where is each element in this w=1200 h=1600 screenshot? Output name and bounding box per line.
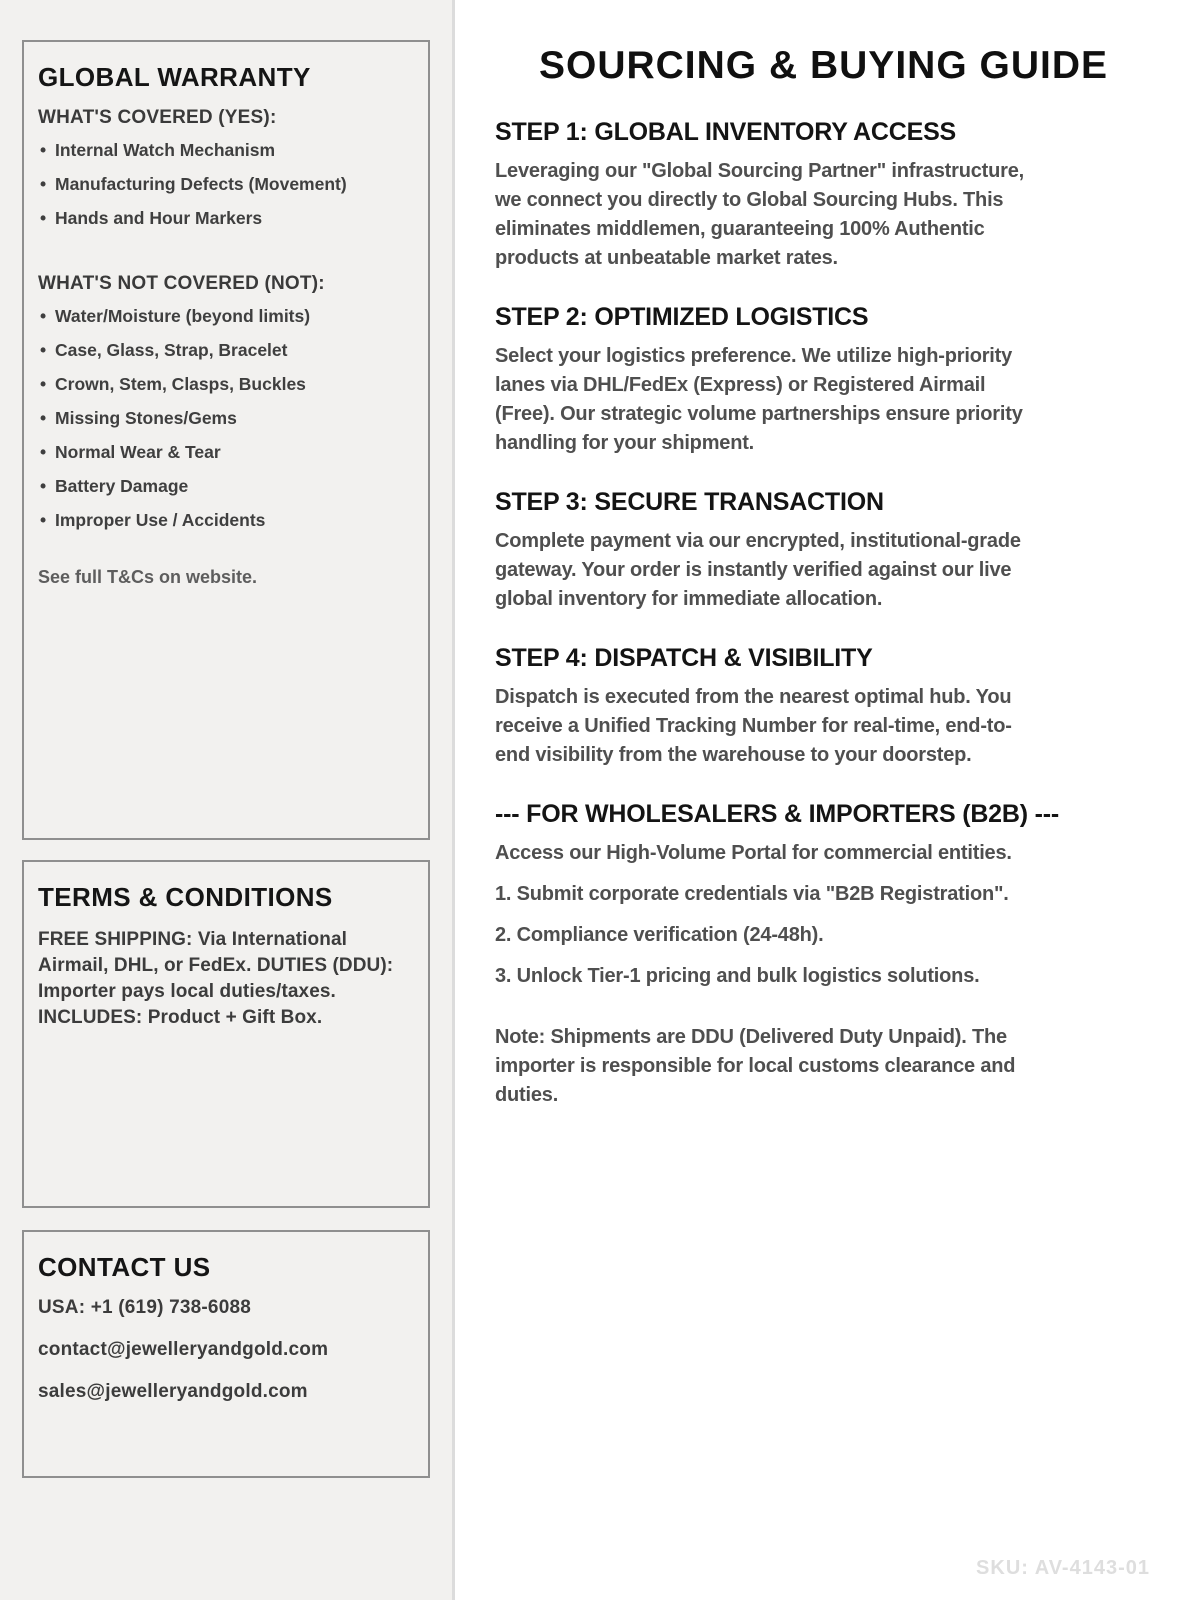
list-item: • Improper Use / Accidents — [38, 511, 414, 529]
list-item: • Hands and Hour Markers — [38, 209, 414, 227]
list-item: • Internal Watch Mechanism — [38, 141, 414, 159]
contact-panel — [22, 1230, 430, 1478]
step-2-body: Select your logistics preference. We utilize high-priority lanes via DHL/FedEx (Express) or Registered Airmail (Free). Our strategic volume partnerships ensure priority handling for your shipment. — [495, 345, 1023, 454]
step-4-heading: STEP 4: DISPATCH & VISIBILITY — [495, 644, 873, 672]
b2b-item-3: 3. Unlock Tier-1 pricing and bulk logistics solutions. — [495, 965, 980, 987]
terms-panel — [22, 860, 430, 1208]
step-4-body: Dispatch is executed from the nearest optimal hub. You receive a Unified Tracking Number for real-time, end-to-end visibility from the warehouse to your doorstep. — [495, 686, 1012, 766]
step-1-heading: STEP 1: GLOBAL INVENTORY ACCESS — [495, 118, 957, 146]
b2b-item-1: 1. Submit corporate credentials via "B2B Registration". — [495, 883, 1009, 905]
list-item: • Battery Damage — [38, 477, 414, 495]
list-item: • Water/Moisture (beyond limits) — [38, 307, 414, 325]
step-1-body: Leveraging our "Global Sourcing Partner" infrastructure, we connect you directly to Global Sourcing Hubs. This eliminates middlemen, guaranteeing 100% Authentic products at unbeatable market rates. — [495, 160, 1024, 269]
b2b-intro: Access our High-Volume Portal for commercial entities. — [495, 842, 1012, 864]
list-item: • Manufacturing Defects (Movement) — [38, 175, 414, 193]
step-3-heading: STEP 3: SECURE TRANSACTION — [495, 488, 884, 516]
warranty-footnote: See full T&Cs on website. — [38, 567, 258, 587]
covered-heading: WHAT'S COVERED (YES): — [38, 107, 277, 128]
b2b-item-2: 2. Compliance verification (24-48h). — [495, 924, 824, 946]
list-item: • Normal Wear & Tear — [38, 443, 414, 461]
b2b-note: Note: Shipments are DDU (Delivered Duty Unpaid). The importer is responsible for local customs clearance and duties. — [495, 1026, 1016, 1106]
sku-label: SKU: AV-4143-01 — [976, 1557, 1150, 1579]
covered-list — [38, 141, 414, 227]
warranty-title: GLOBAL WARRANTY — [38, 62, 311, 92]
list-item: • Crown, Stem, Clasps, Buckles — [38, 375, 414, 393]
contact-title: CONTACT US — [38, 1252, 211, 1282]
terms-title: TERMS & CONDITIONS — [38, 882, 333, 912]
not-covered-heading: WHAT'S NOT COVERED (NOT): — [38, 273, 325, 294]
contact-email: contact@jewelleryandgold.com — [38, 1339, 329, 1360]
b2b-heading: --- FOR WHOLESALERS & IMPORTERS (B2B) --- — [495, 800, 1059, 828]
sidebar — [0, 0, 455, 1600]
main-content — [455, 0, 1200, 1600]
step-3-body: Complete payment via our encrypted, institutional-grade gateway. Your order is instantly verified against our live global inventory for immediate allocation. — [495, 530, 1021, 610]
list-item: • Missing Stones/Gems — [38, 409, 414, 427]
terms-body: FREE SHIPPING: Via International Airmail, DHL, or FedEx. DUTIES (DDU): Importer pays local duties/taxes. INCLUDES: Product + Gift Box. — [38, 929, 394, 1028]
sales-email: sales@jewelleryandgold.com — [38, 1381, 308, 1402]
not-covered-list — [38, 307, 414, 529]
list-item: • Case, Glass, Strap, Bracelet — [38, 341, 414, 359]
warranty-panel — [22, 40, 430, 840]
step-2-heading: STEP 2: OPTIMIZED LOGISTICS — [495, 303, 869, 331]
page-title: SOURCING & BUYING GUIDE — [538, 44, 1109, 87]
contact-phone: USA: +1 (619) 738-6088 — [38, 1297, 251, 1318]
